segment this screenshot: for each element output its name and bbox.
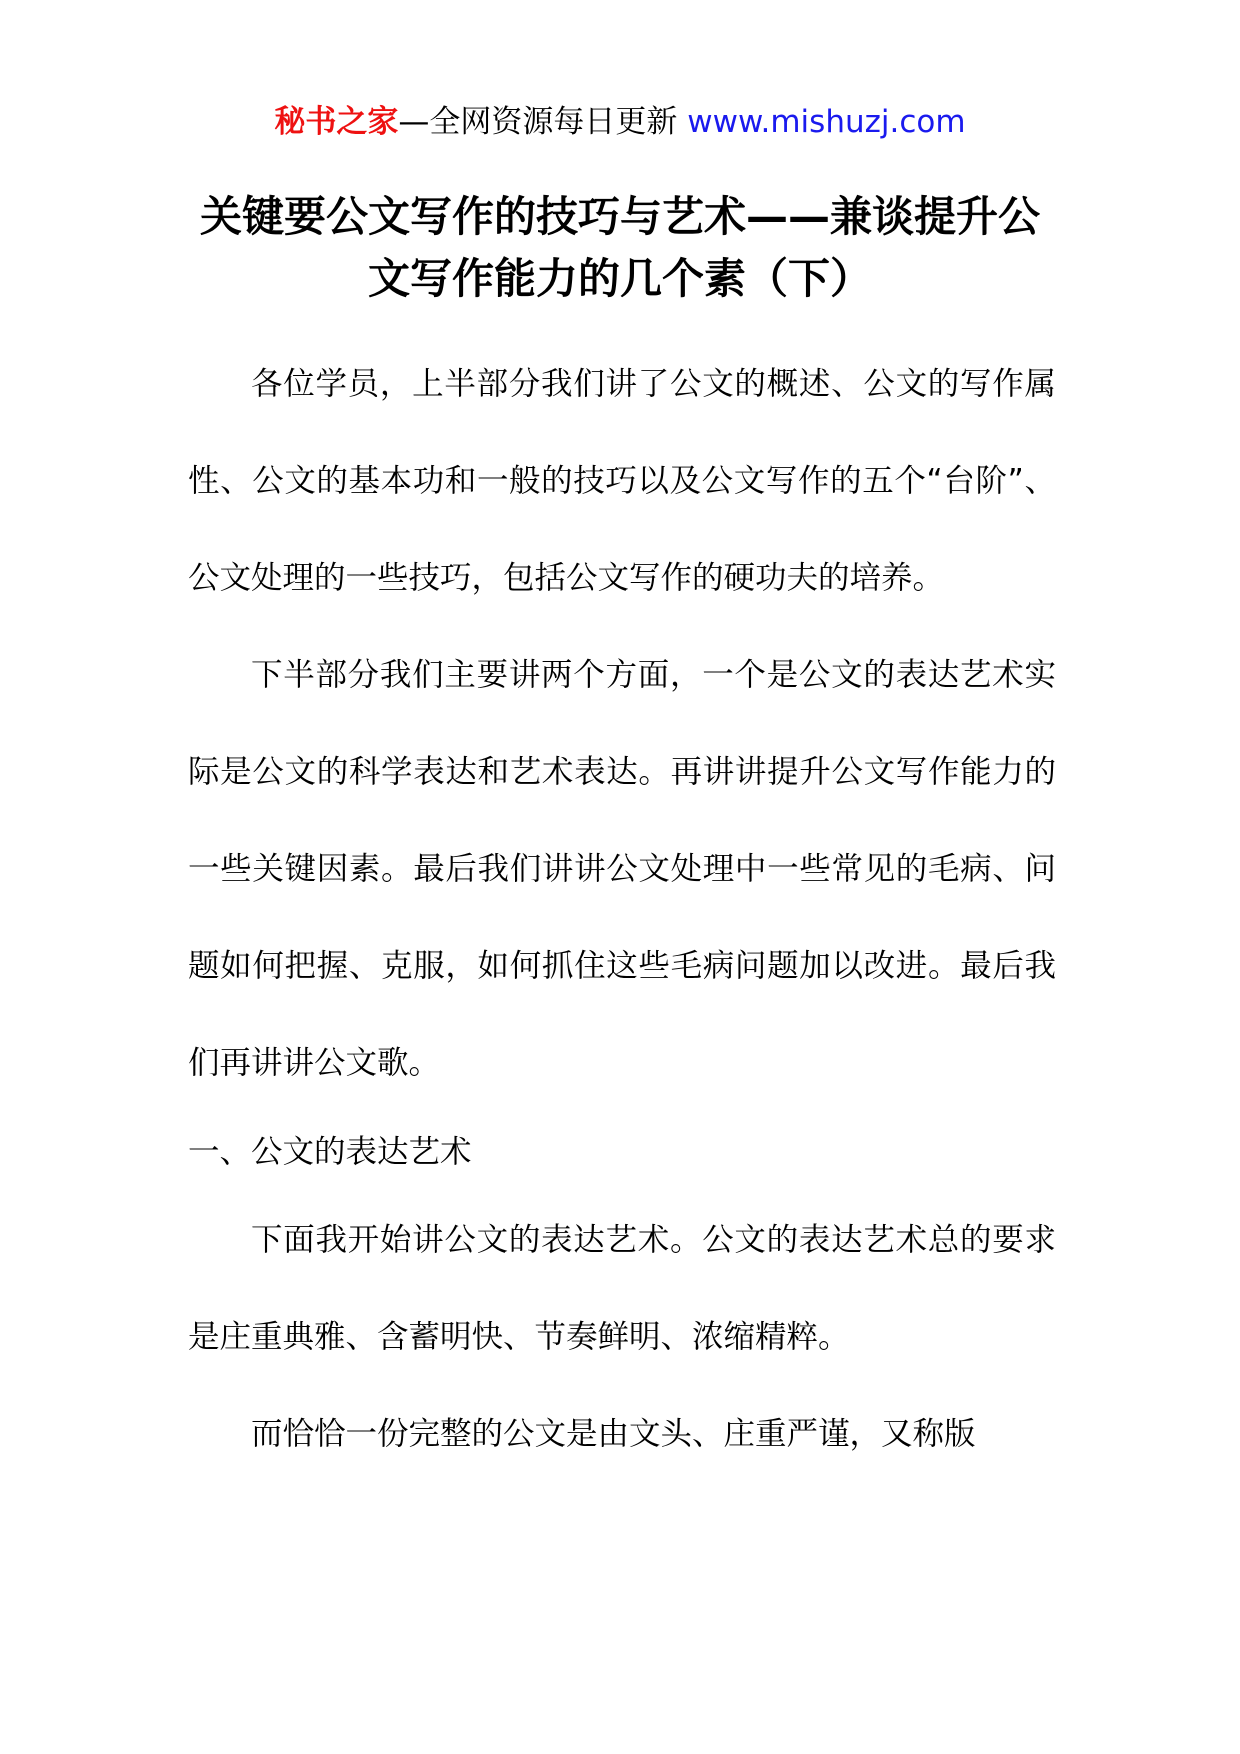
header-tagline: —全网资源每日更新 — [398, 104, 678, 140]
paragraph-expression-art: 下面我开始讲公文的表达艺术。公文的表达艺术总的要求是庄重典雅、含蓄明快、节奏鲜明、浓缩精粹。 — [188, 1222, 1056, 1355]
section-heading: 一、公文的表达艺术 — [188, 1134, 472, 1170]
paragraph-document-structure: 而恰恰一份完整的公文是由文头、庄重严谨，又称版 — [251, 1416, 976, 1452]
document-title: 关键要公文写作的技巧与艺术——兼谈提升公文写作能力的几个素（下） — [199, 192, 1040, 303]
paragraph-intro: 各位学员，上半部分我们讲了公文的概述、公文的写作属性、公文的基本功和一般的技巧以及公文写作的五个“台阶”、公文处理的一些技巧，包括公文写作的硬功夫的培养。 — [188, 366, 1056, 596]
site-header — [0, 100, 1240, 144]
paragraph-overview: 下半部分我们主要讲两个方面，一个是公文的表达艺术实际是公文的科学表达和艺术表达。再讲讲提升公文写作能力的一些关键因素。最后我们讲讲公文处理中一些常见的毛病、问题如何把握、克服，如何抓住这些毛病问题加以改进。最后我们再讲讲公文歌。 — [188, 657, 1056, 1081]
brand-name: 秘书之家 — [274, 104, 399, 140]
document-body — [188, 336, 1056, 1483]
site-url[interactable]: www.mishuzj.com — [687, 104, 966, 140]
